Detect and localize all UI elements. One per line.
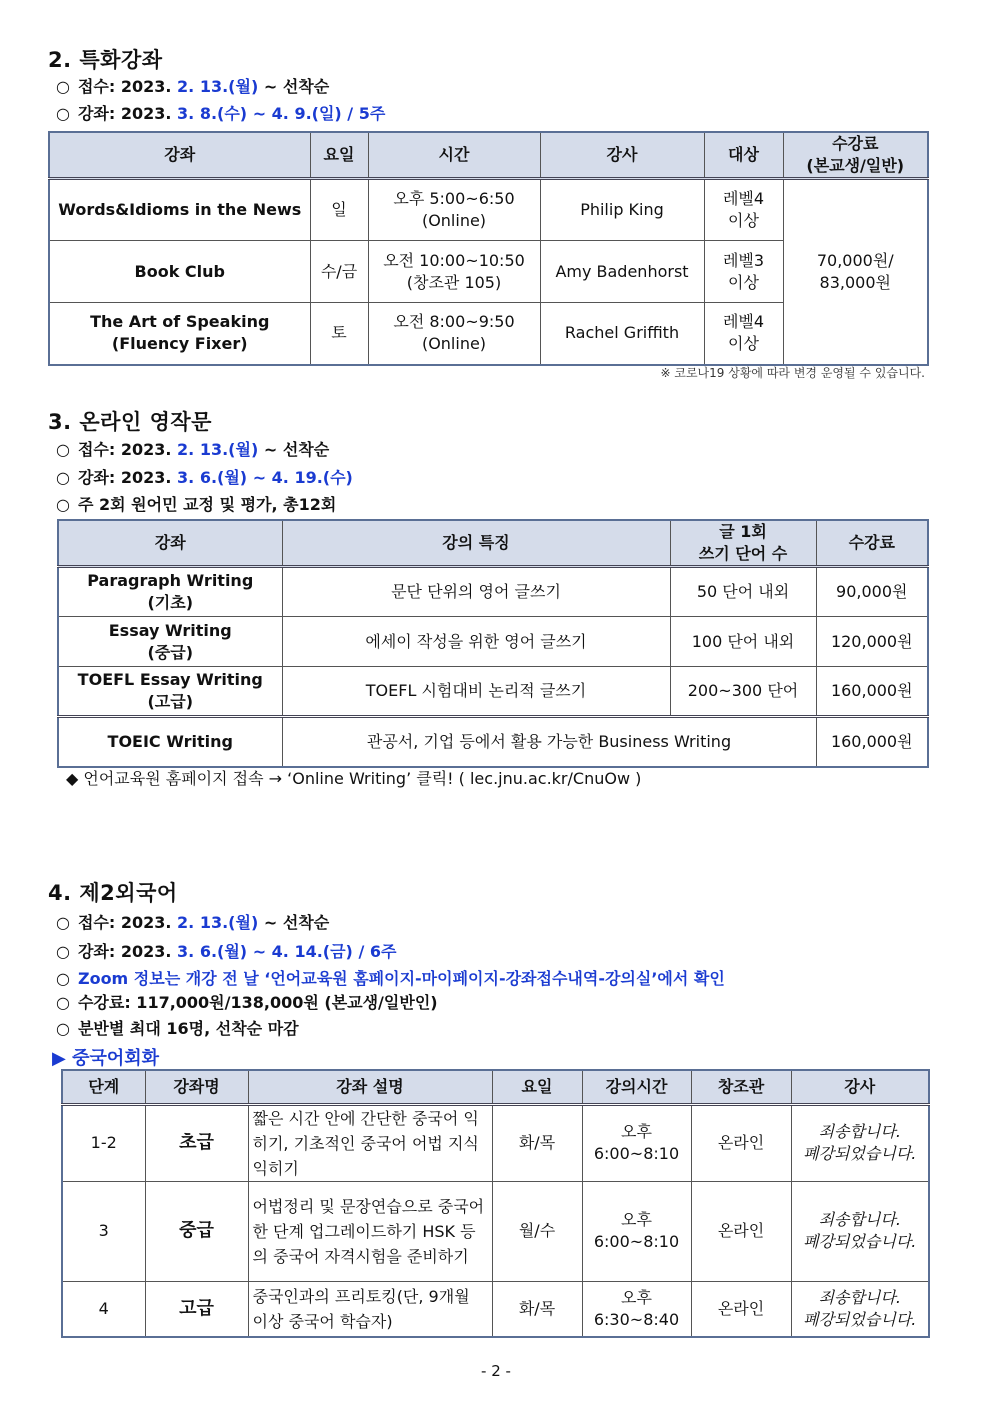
course-name-line1: The Art of Speaking: [90, 312, 270, 332]
time-line1: 오후: [621, 1287, 652, 1307]
th-room: 창조관: [691, 1070, 791, 1104]
table-row: [58, 567, 928, 617]
s2-reg-tail: ~ 선착순: [263, 77, 330, 96]
course-words: 100 단어 내외: [670, 617, 816, 667]
course-feature: 에세이 작성을 위한 영어 글쓰기: [282, 617, 670, 667]
course-time: [368, 241, 540, 303]
s3-bullet-3: ○ 주 2회 원어민 교정 및 평가, 총12회: [56, 495, 337, 514]
s4-reg-label: 접수: 2023.: [77, 913, 172, 932]
s4-reg-date: 2. 13.(월): [177, 913, 259, 932]
th-fee-line1: 수강료: [832, 134, 879, 153]
s2-course-date: 3. 8.(수) ~ 4. 9.(일) / 5주: [177, 104, 386, 123]
online-writing-link-note: ◆ 언어교육원 홈페이지 접속 → ‘Online Writing’ 클릭! ( lec.jnu.ac.kr/CnuOw ): [66, 769, 642, 788]
course-time: [582, 1181, 691, 1281]
course-name-line1: Paragraph Writing: [87, 571, 254, 590]
course-teacher: [791, 1281, 929, 1337]
course-name-line1: TOEFL Essay Writing: [77, 670, 263, 689]
s4-course-label: 강좌: 2023.: [77, 942, 172, 961]
course-description: 짧은 시간 안에 간단한 중국어 익히기, 기초적인 중국어 어법 지식 익히기: [248, 1104, 492, 1181]
course-name-line1: Essay Writing: [108, 620, 232, 640]
th-target: 대상: [704, 132, 783, 179]
fee-line2: 83,000원: [819, 272, 891, 292]
target-line2: 이상: [728, 334, 759, 354]
th-words-line1: 글 1회: [719, 522, 767, 541]
course-feature: TOEFL 시험대비 논리적 글쓰기: [282, 667, 670, 717]
th-day: 요일: [310, 132, 368, 179]
course-teacher: [791, 1181, 929, 1281]
s4-course-period: ○ 강좌: 2023. 3. 6.(월) ~ 4. 14.(금) / 6주: [56, 942, 397, 961]
s4-zoom-text: Zoom 정보는 개강 전 날 ‘언어교육원 홈페이지-마이페이지-강좌접수내역-강의실’에서 확인: [77, 969, 725, 988]
course-room: 온라인: [691, 1104, 791, 1181]
course-description: 중국인과의 프리토킹(단, 9개월 이상 중국어 학습자): [248, 1281, 492, 1337]
time-line2: (창조관 105): [406, 272, 502, 292]
target-line1: 레벨3: [722, 250, 765, 270]
course-feature: 관공서, 기업 등에서 활용 가능한 Business Writing: [282, 717, 816, 767]
fee-line1: 70,000원/: [816, 250, 894, 270]
course-time: [368, 179, 540, 241]
course-fee: 120,000원: [816, 617, 928, 667]
page-number: - 2 -: [481, 1362, 511, 1380]
course-day: 수/금: [310, 241, 368, 303]
section-4-title: 4. 제2외국어: [48, 881, 178, 905]
course-teacher: [791, 1104, 929, 1181]
teacher-line2: 폐강되었습니다.: [803, 1144, 917, 1163]
course-room: 온라인: [691, 1281, 791, 1337]
th-course-name: 강좌명: [145, 1070, 248, 1104]
course-words: 200~300 단어: [670, 667, 816, 717]
time-line2: (Online): [421, 334, 487, 354]
s4-limit-text: 분반별 최대 16명, 선착순 마감: [77, 1019, 299, 1038]
target-line1: 레벨4: [722, 189, 765, 208]
course-level: 4: [62, 1281, 145, 1337]
table-row: [58, 717, 928, 767]
course-time: [368, 303, 540, 365]
course-level: 3: [62, 1181, 145, 1281]
target-line2: 이상: [728, 211, 759, 230]
th-teacher: 강사: [791, 1070, 929, 1104]
course-room: 온라인: [691, 1181, 791, 1281]
table-row: [58, 617, 928, 667]
course-target: [704, 179, 783, 241]
course-teacher: Amy Badenhorst: [540, 241, 704, 303]
course-name: [58, 667, 282, 717]
target-line1: 레벨4: [722, 312, 765, 332]
s3-bullet-3-text: 주 2회 원어민 교정 및 평가, 총12회: [77, 495, 337, 514]
course-name: 고급: [145, 1281, 248, 1337]
s3-course-date: 3. 6.(월) ~ 4. 19.(수): [177, 468, 353, 487]
course-name: TOEIC Writing: [58, 717, 282, 767]
section-2-title: 2. 특화강좌: [48, 48, 163, 72]
course-fee: [783, 179, 928, 365]
th-level: 단계: [62, 1070, 145, 1104]
section-3-title: 3. 온라인 영작문: [48, 410, 212, 434]
time-line1: 오후: [621, 1210, 652, 1229]
course-name-line2: (Fluency Fixer): [111, 334, 248, 354]
th-course: 강좌: [49, 132, 310, 179]
s3-reg-tail: ~ 선착순: [263, 440, 330, 459]
time-line2: 6:30~8:40: [593, 1309, 680, 1329]
time-line1: 오후 5:00~6:50: [393, 189, 515, 208]
s3-reg-date: 2. 13.(월): [177, 440, 259, 459]
course-level: 1-2: [62, 1104, 145, 1181]
course-words: 50 단어 내외: [670, 567, 816, 617]
course-day: 화/목: [492, 1104, 582, 1181]
course-description: 어법정리 및 문장연습으로 중국어 한 단계 업그레이드하기 HSK 등의 중국어 자격시험을 준비하기: [248, 1181, 492, 1281]
s2-course-label: 강좌: 2023.: [77, 104, 172, 123]
s4-course-date: 3. 6.(월) ~ 4. 14.(금) / 6주: [177, 942, 397, 961]
course-name: Book Club: [49, 241, 310, 303]
th-words-line2: 쓰기 단어 수: [698, 544, 788, 563]
course-feature: 문단 단위의 영어 글쓰기: [282, 567, 670, 617]
s2-course-period: ○ 강좌: 2023. 3. 8.(수) ~ 4. 9.(일) / 5주: [56, 104, 386, 123]
th-fee: [783, 132, 928, 179]
covid-note: ※ 코로나19 상황에 따라 변경 운영될 수 있습니다.: [660, 366, 925, 380]
course-teacher: Philip King: [540, 179, 704, 241]
course-day: 월/수: [492, 1181, 582, 1281]
table-row: [62, 1281, 929, 1337]
teacher-line2: 폐강되었습니다.: [803, 1232, 917, 1251]
chinese-course-table: [61, 1069, 930, 1338]
th-description: 강좌 설명: [248, 1070, 492, 1104]
course-day: 토: [310, 303, 368, 365]
th-time: 강의시간: [582, 1070, 691, 1104]
course-teacher: Rachel Griffith: [540, 303, 704, 365]
s4-registration: ○ 접수: 2023. 2. 13.(월) ~ 선착순: [56, 913, 330, 932]
course-name-line2: (고급): [147, 692, 194, 711]
course-fee: 90,000원: [816, 567, 928, 617]
time-line1: 오후: [621, 1122, 652, 1141]
teacher-line1: 죄송합니다.: [818, 1122, 901, 1141]
s2-registration: ○ 접수: 2023. 2. 13.(월) ~ 선착순: [56, 77, 330, 96]
s4-fee-text: 수강료: 117,000원/138,000원 (본교생/일반인): [77, 993, 438, 1012]
course-time: [582, 1104, 691, 1181]
th-feature: 강의 특징: [282, 520, 670, 567]
table-row: [58, 667, 928, 717]
teacher-line1: 죄송합니다.: [818, 1210, 901, 1229]
s4-limit: ○ 분반별 최대 16명, 선착순 마감: [56, 1019, 299, 1038]
th-teacher: 강사: [540, 132, 704, 179]
s2-reg-date: 2. 13.(월): [177, 77, 259, 96]
s3-course-label: 강좌: 2023.: [77, 468, 172, 487]
table-row: [62, 1104, 929, 1181]
special-course-table: [48, 131, 929, 366]
writing-course-table: [57, 519, 929, 768]
target-line2: 이상: [728, 272, 759, 292]
s3-course-period: ○ 강좌: 2023. 3. 6.(월) ~ 4. 19.(수): [56, 468, 353, 487]
time-line2: 6:00~8:10: [593, 1144, 680, 1163]
th-fee-line2: (본교생/일반): [806, 156, 905, 175]
course-name-line2: (기초): [147, 593, 194, 612]
s4-zoom-info: ○ Zoom 정보는 개강 전 날 ‘언어교육원 홈페이지-마이페이지-강좌접수내역-강의실’에서 확인: [56, 969, 725, 988]
course-name-line2: (중급): [147, 642, 194, 662]
course-name: 중급: [145, 1181, 248, 1281]
course-fee: 160,000원: [816, 667, 928, 717]
s4-fee: ○ 수강료: 117,000원/138,000원 (본교생/일반인): [56, 993, 438, 1012]
teacher-line2: 폐강되었습니다.: [803, 1309, 917, 1329]
chinese-conversation-heading: ▶ 중국어회화: [52, 1048, 160, 1069]
time-line1: 오전 10:00~10:50: [383, 250, 525, 270]
th-day: 요일: [492, 1070, 582, 1104]
course-name: [49, 303, 310, 365]
table-row: [62, 1181, 929, 1281]
course-name: [58, 567, 282, 617]
s3-reg-label: 접수: 2023.: [77, 440, 172, 459]
table-row: [49, 179, 928, 241]
course-time: [582, 1281, 691, 1337]
teacher-line1: 죄송합니다.: [818, 1287, 901, 1307]
s3-registration: ○ 접수: 2023. 2. 13.(월) ~ 선착순: [56, 440, 330, 459]
course-name: 초급: [145, 1104, 248, 1181]
time-line2: (Online): [421, 211, 487, 230]
th-time: 시간: [368, 132, 540, 179]
course-day: 일: [310, 179, 368, 241]
s4-reg-tail: ~ 선착순: [263, 913, 330, 932]
th-fee: 수강료: [816, 520, 928, 567]
th-course: 강좌: [58, 520, 282, 567]
time-line2: 6:00~8:10: [593, 1232, 680, 1251]
time-line1: 오전 8:00~9:50: [393, 312, 515, 332]
course-name: Words&Idioms in the News: [49, 179, 310, 241]
th-words: [670, 520, 816, 567]
s2-reg-label: 접수: 2023.: [77, 77, 172, 96]
course-fee: 160,000원: [816, 717, 928, 767]
course-target: [704, 241, 783, 303]
course-name: [58, 617, 282, 667]
course-day: 화/목: [492, 1281, 582, 1337]
course-target: [704, 303, 783, 365]
